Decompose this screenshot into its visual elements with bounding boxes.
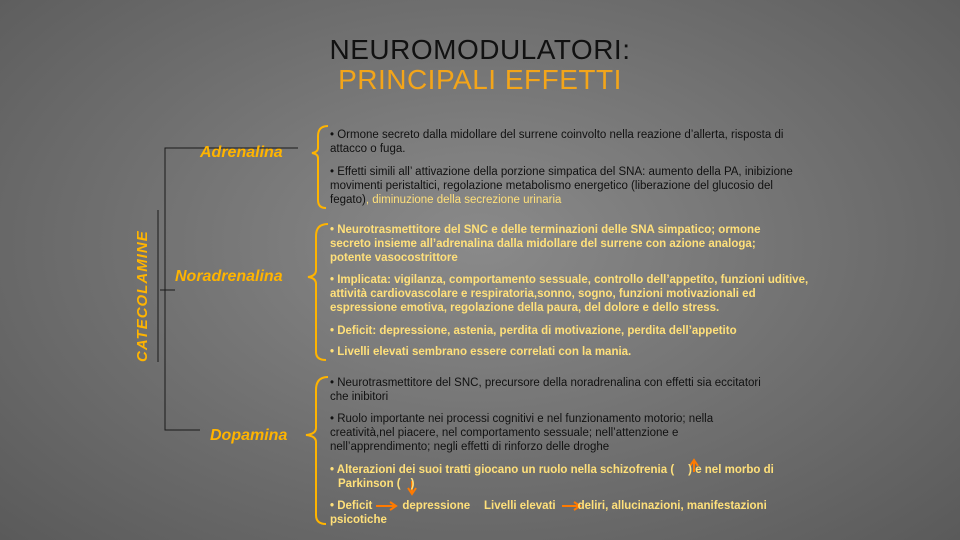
group-label-catecolamine: CATECOLAMINE	[134, 230, 151, 362]
page-subtitle: PRINCIPALI EFFETTI	[338, 64, 622, 95]
noradrenalina-bullet-4: • Livelli elevati sembrano essere correlati con la mania.	[330, 346, 632, 358]
noradrenalina-bullet-3: • Deficit: depressione, astenia, perdita di motivazione, perdita dell’appetito	[330, 325, 737, 337]
dopamina-bullet-3-d: )	[410, 478, 415, 490]
dopamina-bullet-4	[330, 499, 471, 527]
noradrenalina-bullet-2: • Implicata: vigilanza, comportamento sessuale, controllo dell’appetito, funzioni uditive, attività cardiovascolare e respiratoria,sonno, sogno, funzioni motivazionali ed espressione emotiva, regolazione della paura, del dolore e dello stress.	[330, 274, 809, 314]
dopamina-bullet-4-b: depressione	[402, 500, 471, 512]
dopamina-bullet-3	[330, 463, 774, 491]
dopamina-bullet-4-c: psicotiche	[330, 514, 387, 526]
dopamina-bullet-2: • Ruolo importante nei processi cognitivi e nel funzionamento motorio; nella creatività,nel piacere, nel comportamento sessuale; nell’attenzione e nell’apprendimento; negli effetti di rinforzo delle droghe	[330, 413, 714, 453]
adrenalina-bullet-2	[330, 165, 800, 207]
dopamina-bullet-3-a: • Alterazioni dei suoi tratti giocano un ruolo nella schizofrenia (	[330, 464, 675, 476]
dopamina-label: Dopamina	[210, 427, 288, 444]
dopamina-bullet-4-a: • Deficit	[330, 500, 373, 512]
noradrenalina-bullet-1: • Neurotrasmettitore del SNC e delle terminazioni delle SNA simpatico; ormone secreto insieme all’adrenalina dalla midollare del surrene con azione analoga; potente vasocostrittore	[330, 224, 761, 264]
dopamina-bullet-3-c: Parkinson (	[338, 478, 401, 490]
page-title: NEUROMODULATORI:	[329, 34, 631, 65]
noradrenalina-label: Noradrenalina	[175, 268, 283, 285]
dopamina-bullet-1: • Neurotrasmettitore del SNC, precursore della noradrenalina con effetti sia eccitatori che inibitori	[330, 377, 761, 403]
adrenalina-label: Adrenalina	[200, 144, 283, 161]
dopamina-bullet-4-d: Livelli elevati	[484, 500, 556, 512]
dopamina-bullet-4-elevated	[484, 499, 767, 513]
adrenalina-bullet-2-light: , diminuzione della secrezione urinaria	[365, 194, 562, 206]
adrenalina-bullet-1: • Ormone secreto dalla midollare del surrene coinvolto nella reazione d’allerta, risposta di attacco o fuga.	[330, 129, 784, 155]
dopamina-bullet-3-b: ) e nel morbo di	[688, 464, 774, 476]
adrenalina-bullet-2-dark: • Effetti simili all’ attivazione della porzione simpatica del SNA: aumento della PA, inibizione movimenti peristaltici, regolazione metabolismo energetico (liberazione del glucosio del fegato)	[330, 166, 793, 206]
dopamina-bullet-4-e: deliri, allucinazioni, manifestazioni	[577, 500, 767, 512]
